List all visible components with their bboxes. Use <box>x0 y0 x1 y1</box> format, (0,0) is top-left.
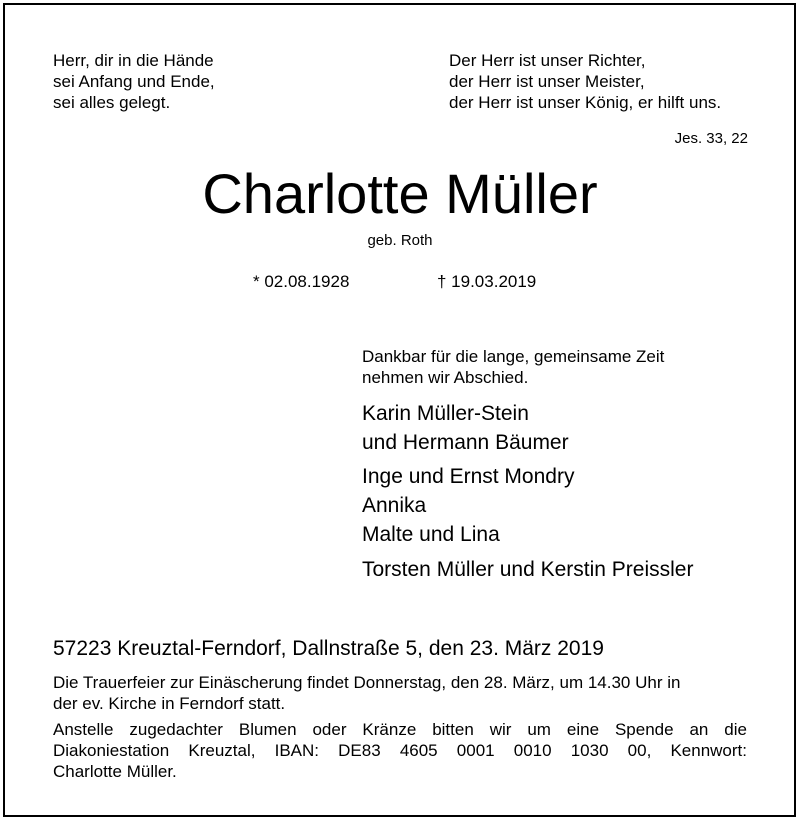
mourner-name: und Hermann Bäumer <box>362 431 569 454</box>
verse-left <box>53 50 215 113</box>
mourner-name: Inge und Ernst Mondry <box>362 465 575 488</box>
mourner-name: Karin Müller-Stein <box>362 402 529 425</box>
thanks-text <box>362 346 664 388</box>
verse-right <box>449 50 721 113</box>
mourners-group-1 <box>362 399 569 457</box>
donation-line: Diakoniestation Kreuztal, IBAN: DE83 4605 0001 0010 1030 00, Kennwort: <box>53 741 747 760</box>
donation-line: Charlotte Müller. <box>53 762 177 781</box>
ceremony-line: Die Trauerfeier zur Einäscherung findet Donnerstag, den 28. März, um 14.30 Uhr in <box>53 673 681 692</box>
verse-left-line: sei Anfang und Ende, <box>53 72 215 91</box>
ceremony-line: der ev. Kirche in Ferndorf statt. <box>53 694 286 713</box>
donation-line: Anstelle zugedachter Blumen oder Kränze bitten wir um eine Spende an die <box>53 720 747 739</box>
verse-right-line: Der Herr ist unser Richter, <box>449 51 646 70</box>
verse-right-line: der Herr ist unser Meister, <box>449 72 645 91</box>
donation-info <box>53 719 747 782</box>
address-line: 57223 Kreuztal-Ferndorf, Dallnstraße 5, den 23. März 2019 <box>53 637 604 660</box>
maiden-name: geb. Roth <box>367 232 433 249</box>
mourner-name: Malte und Lina <box>362 523 500 546</box>
mourners-group-2 <box>362 462 574 549</box>
verse-reference: Jes. 33, 22 <box>674 130 748 147</box>
mourners-group-3 <box>362 555 693 584</box>
mourner-name: Annika <box>362 494 427 517</box>
ceremony-info <box>53 672 753 714</box>
death-date: † 19.03.2019 <box>437 272 537 291</box>
verse-right-line: der Herr ist unser König, er hilft uns. <box>449 93 722 112</box>
verse-left-line: Herr, dir in die Hände <box>53 51 214 70</box>
thanks-line: Dankbar für die lange, gemeinsame Zeit <box>362 347 665 366</box>
deceased-name: Charlotte Müller <box>202 162 598 225</box>
birth-date: * 02.08.1928 <box>253 272 350 291</box>
thanks-line: nehmen wir Abschied. <box>362 368 529 387</box>
mourner-name: Torsten Müller und Kerstin Preissler <box>362 558 694 581</box>
verse-left-line: sei alles gelegt. <box>53 93 171 112</box>
